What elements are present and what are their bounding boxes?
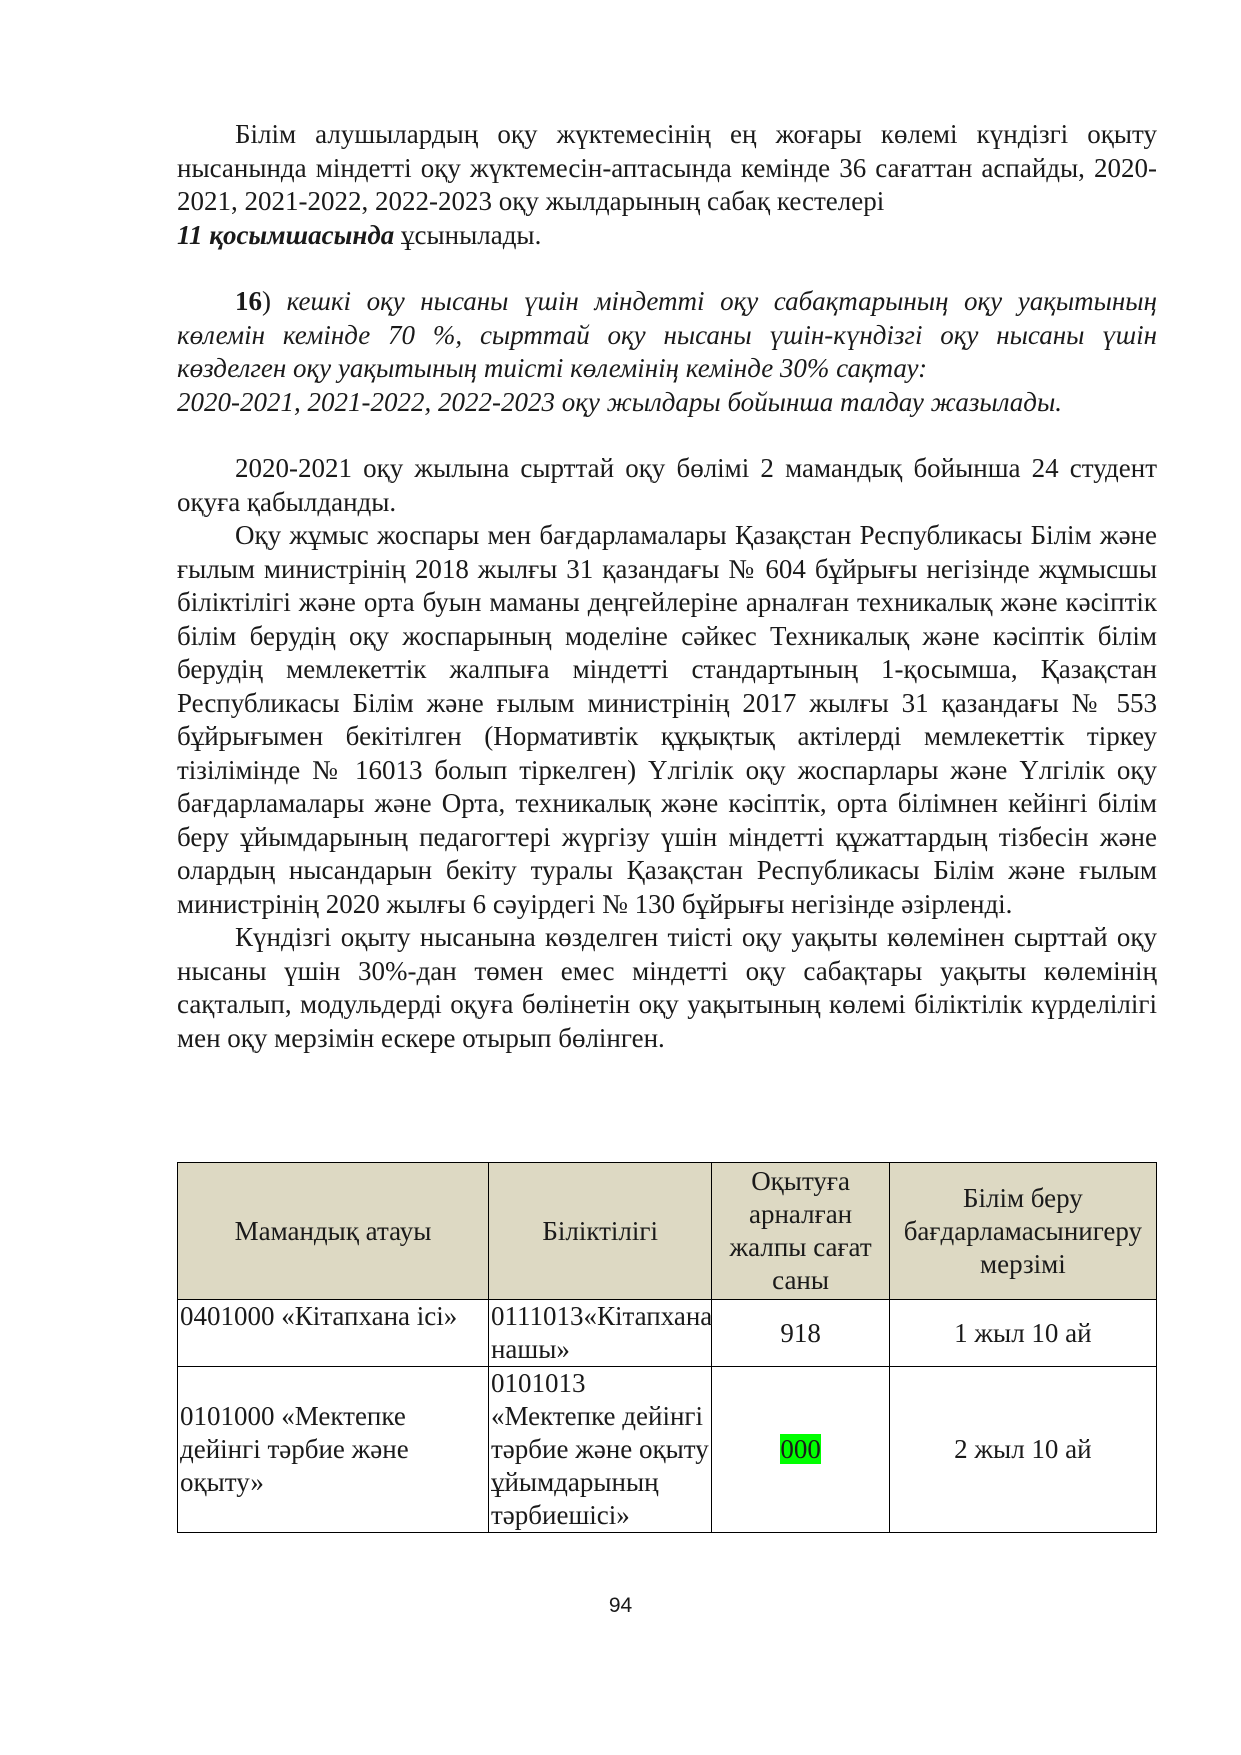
item-paren: ) (262, 286, 287, 316)
specialties-table (177, 1162, 1157, 1533)
paragraph-workload-end: ұсынылады. (394, 219, 542, 250)
table-row (178, 1300, 1157, 1367)
paragraph-workload-text: Білім алушылардың оқу жүктемесінің ең жоғары көлемі күндізгі оқыту нысанында міндетті оқу жүктемесін-аптасында кемінде 36 сағаттан аспайды, 2020-2021, 2021-2022, 2022-2023 оқу жылдарының сабақ кестелері (177, 119, 1157, 216)
cell-hours (712, 1367, 889, 1533)
header-qualification: Біліктілігі (488, 1163, 711, 1300)
cell-duration: 2 жыл 10 ай (889, 1367, 1156, 1533)
cell-hours: 918 (712, 1300, 889, 1367)
item-16-text: кешкі оқу нысаны үшін міндетті оқу сабақтарының оқу уақытының көлемін кемінде 70 %, сырттай оқу нысаны үшін-күндізгі оқу нысаны үшін көзделген оқу уақытының тиісті көлемінің кемінде 30% сақтау: (177, 286, 1157, 383)
header-specialty-name: Мамандық атауы (178, 1163, 489, 1300)
cell-specialty: 0101000 «Мектепке дейінгі тәрбие және оқыту» (178, 1367, 489, 1533)
cell-duration: 1 жыл 10 ай (889, 1300, 1156, 1367)
item-number: 16 (235, 286, 262, 316)
item-16-line2: 2020-2021, 2021-2022, 2022-2023 оқу жылдары бойынша талдау жазылады. (177, 386, 1063, 417)
table-row (178, 1367, 1157, 1533)
paragraph-workload (177, 118, 1157, 252)
spacer (177, 419, 1157, 452)
highlighted-hours-value: 000 (780, 1434, 821, 1464)
paragraph-curriculum: Оқу жұмыс жоспары мен бағдарламалары Қазақстан Республикасы Білім және ғылым министрінің 2018 жылғы 31 қазандағы № 604 бұйрығы негізінде жұмысшы біліктілігі және орта буын маманы деңгейлеріне арналған техникалық және кәсіптік білім берудің оқу жоспарының моделіне сәйкес Техникалық және кәсіптік білім берудің мемлекеттік жалпыға міндетті стандартының 1-қосымша, Қазақстан Республикасы Білім және ғылым министрінің 2017 жылғы 31 қазандағы № 553 бұйрығымен бекітілген (Нормативтік құқықтық актілерді мемлекеттік тіркеу тізілімінде № 16013 болып тіркелген) Үлгілік оқу жоспарлары және Үлгілік оқу бағдарламалары және Орта, техникалық және кәсіптік, орта білімнен кейінгі білім беру ұйымдарының педагогтері жүргізу үшін міндетті құжаттардың тізбесін және олардың нысандарын бекіту туралы Қазақстан Республикасы Білім және ғылым министрінің 2020 жылғы 6 сәуірдегі № 130 бұйрығы негізінде әзірленді. (177, 520, 1157, 919)
page-number: 94 (608, 1594, 633, 1617)
paragraph-time-volume: Күндізгі оқыту нысанына көзделген тиісті оқу уақыты көлемінен сырттай оқу нысаны үшін 30%-дан төмен емес міндетті оқу сабақтары уақыты көлемінің сақталып, модульдерді оқуға бөлінетін оқу уақытының көлемі біліктілік күрделілігі мен оқу мерзімін ескере отырып бөлінген. (177, 922, 1157, 1053)
table-header-row (178, 1163, 1157, 1300)
cell-qualification: 0111013«Кітапхана нашы» (488, 1300, 711, 1367)
header-program-duration: Білім беру бағдарламасынигеру мерзімі (889, 1163, 1156, 1300)
document-body (177, 118, 1157, 1055)
paragraph-admission: 2020-2021 оқу жылына сырттай оқу бөлімі 2 мамандық бойынша 24 студент оқуға қабылданды. (177, 453, 1157, 517)
spacer (177, 252, 1157, 285)
cell-qualification: 0101013 «Мектепке дейінгі тәрбие және оқыту ұйымдарының тәрбиешісі» (488, 1367, 711, 1533)
appendix-reference: 11 қосымшасында (177, 219, 395, 250)
cell-specialty: 0401000 «Кітапхана ісі» (178, 1300, 489, 1367)
paragraph-item-16 (177, 285, 1157, 386)
header-total-hours: Оқытуға арналған жалпы сағат саны (712, 1163, 889, 1300)
